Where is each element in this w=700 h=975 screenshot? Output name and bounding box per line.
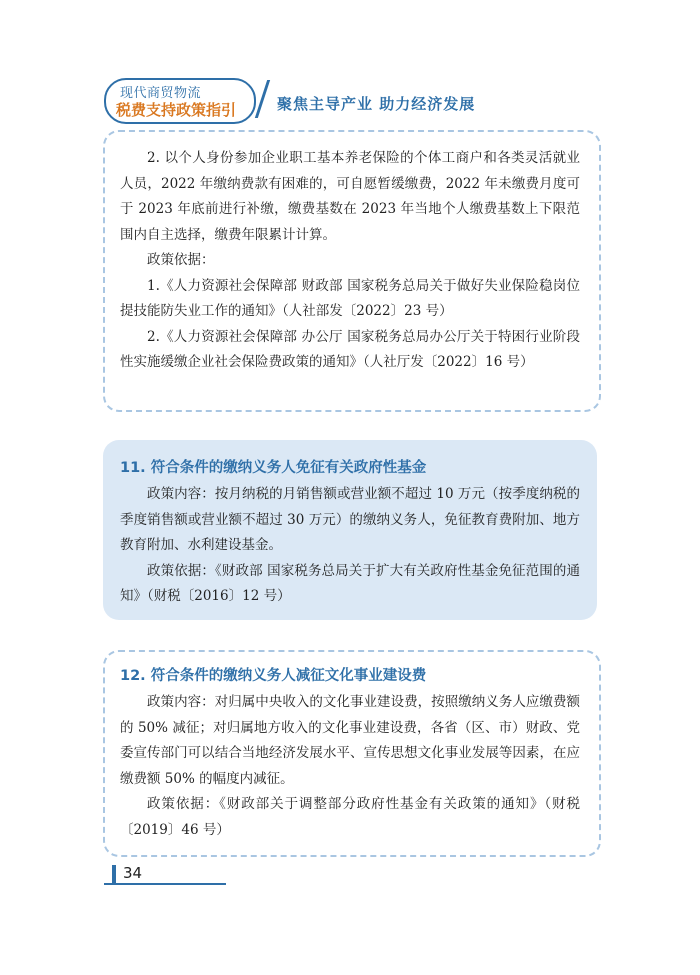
- header-divider: [255, 80, 270, 118]
- paragraph: 2. 以个人身份参加企业职工基本养老保险的个体工商户和各类灵活就业人员，2022 年缴纳费款有困难的，可自愿暂缓缴费，2022 年未缴费月度可于 2023 年底前进行补缴，缴费基数在 2023 年当地个人缴费基数上下限范围内自主选择，缴费年限累计计算。: [120, 150, 580, 243]
- policy-basis: 政策依据：《财政部关于调整部分政府性基金有关政策的通知》（财税〔2019〕46 号）: [120, 796, 580, 838]
- policy-content: 政策内容：按月纳税的月销售额或营业额不超过 10 万元（按季度纳税的季度销售额或营业额不超过 30 万元）的缴纳义务人，免征教育费附加、地方教育附加、水利建设基金。: [120, 486, 580, 553]
- header-category: 现代商贸物流: [120, 86, 202, 101]
- header-slogan: 聚焦主导产业 助力经济发展: [277, 95, 476, 113]
- footer-rule: [104, 883, 226, 885]
- section-title: 12. 符合条件的缴纳义务人减征文化事业建设费: [120, 668, 427, 684]
- policy-basis: 政策依据：《财政部 国家税务总局关于扩大有关政府性基金免征范围的通知》（财税〔2016〕12 号）: [120, 562, 580, 604]
- policy-content: 政策内容：对归属中央收入的文化事业建设费，按照缴纳义务人应缴费额的 50% 减征；对归属地方收入的文化事业建设费，各省（区、市）财政、党委宣传部门可以结合当地经济发展水平、宣传思想文化事业发展等因素，在应缴费额 50% 的幅度内减征。: [120, 694, 580, 787]
- page-number: 34: [123, 864, 143, 882]
- paragraph: 1.《人力资源社会保障部 财政部 国家税务总局关于做好失业保险稳岗位提技能防失业工作的通知》（人社部发〔2022〕23 号）: [120, 277, 580, 319]
- continued-section: [120, 146, 580, 376]
- header-guide-title: 税费支持政策指引: [116, 101, 237, 119]
- section-title: 11. 符合条件的缴纳义务人免征有关政府性基金: [120, 460, 427, 476]
- section-11: [120, 454, 580, 610]
- section-12: [120, 662, 580, 843]
- paragraph: 2.《人力资源社会保障部 办公厅 国家税务总局办公厅关于特困行业阶段性实施缓缴企业社会保险费政策的通知》（人社厅发〔2022〕16 号）: [120, 328, 580, 370]
- paragraph: 政策依据：: [147, 252, 215, 268]
- footer-marker: [112, 865, 116, 885]
